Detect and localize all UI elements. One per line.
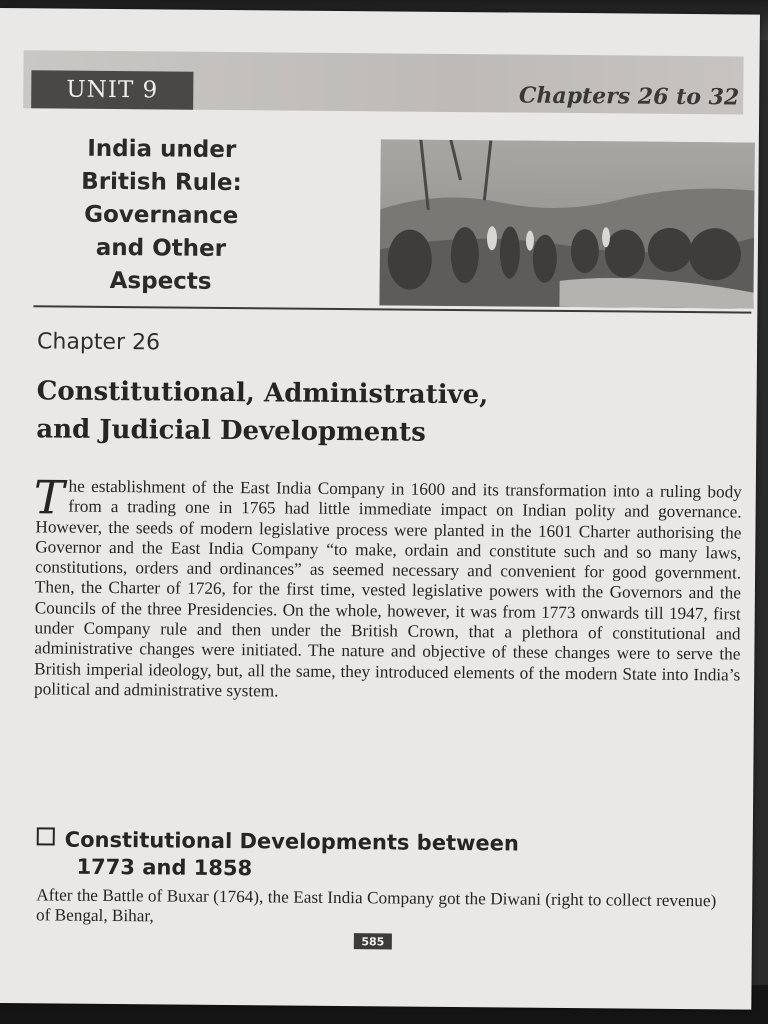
chapter-label: Chapter 26 bbox=[36, 329, 161, 356]
section-paragraph: After the Battle of Buxar (1764), the East India Company got the Diwani (right to collect revenue) of Bengal, Bihar, bbox=[36, 885, 717, 926]
chapters-range: Chapters 26 to 32 bbox=[518, 82, 740, 111]
chapter-title-line: and Judicial Developments bbox=[36, 414, 426, 448]
unit-title-line: British Rule: bbox=[81, 168, 242, 197]
section-heading-line: 1773 and 1858 bbox=[76, 854, 253, 881]
unit-label: UNIT 9 bbox=[31, 70, 193, 109]
page-number: 585 bbox=[354, 933, 392, 949]
section-heading-line: Constitutional Developments between bbox=[64, 827, 519, 856]
chapter-title-line: Constitutional, Administrative, bbox=[36, 376, 489, 411]
unit-title-line: India under bbox=[87, 135, 237, 164]
section-heading bbox=[36, 826, 686, 886]
intro-paragraph bbox=[33, 470, 742, 705]
unit-title-line: and Other bbox=[95, 234, 227, 262]
unit-title-line: Aspects bbox=[109, 267, 212, 295]
book-page bbox=[0, 8, 760, 1010]
chapter-title bbox=[36, 372, 727, 454]
historical-illustration bbox=[379, 139, 754, 308]
unit-title-line: Governance bbox=[84, 201, 239, 230]
unit-title bbox=[41, 132, 280, 299]
checkbox-bullet-icon bbox=[37, 827, 55, 845]
drop-cap: T bbox=[33, 470, 65, 525]
illustration-drawing bbox=[379, 139, 754, 308]
intro-text: he establishment of the East India Company in 1600 and its transformation into a ruling body from a trading one in 1765 had little immediate impact on Indian polity and governance. However, the seeds of modern legislative process were planted in the 1601 Charter authorising the Governor and the East India Company “to make, ordain and constitute such and so many laws, constitutions, orders and ordinances” as seemed necessary and convenient for good government. Then, the Charter of 1726, for the first time, vested legislative powers with the Governors and the Councils of the three Presidencies. On the whole, however, it was from 1773 onwards till 1947, first under Company rule and then under the British Crown, that a plethora of constitutional and administrative changes were initiated. The nature and objective of these changes were to serve the British imperial ideology, but, all the same, they introduced elements of the modern State into India’s political and administrative system. bbox=[33, 476, 742, 701]
